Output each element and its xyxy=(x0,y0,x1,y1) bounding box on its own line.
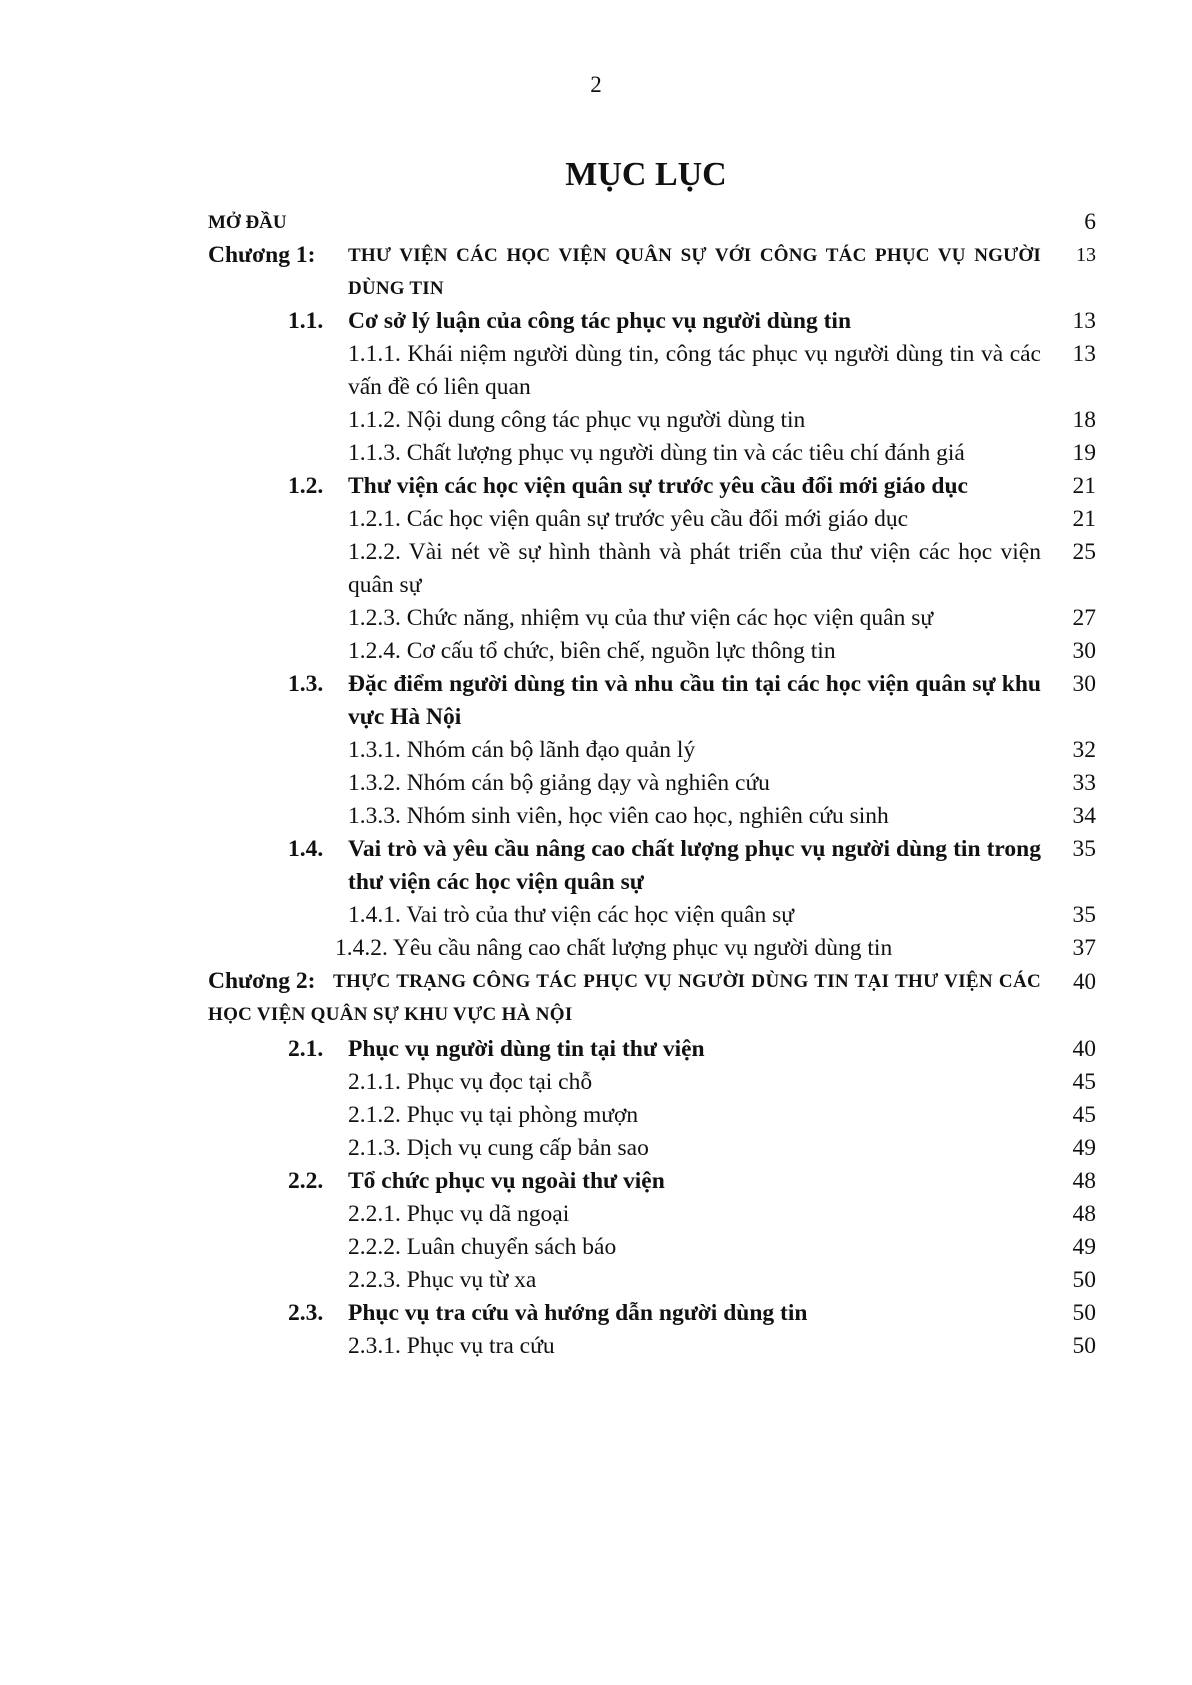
toc-entry-page: 45 xyxy=(1072,1069,1096,1095)
toc-entry-text: 1.1.3. Chất lượng phục vụ người dùng tin và các tiêu chí đánh giá xyxy=(348,440,965,466)
toc-entry-1-2-4[interactable] xyxy=(208,635,1096,668)
toc-entry-1-3-1[interactable] xyxy=(208,734,1096,767)
toc-entry-page: 50 xyxy=(1072,1333,1096,1359)
toc-entry-text: 1.3.3. Nhóm sinh viên, học viên cao học, nghiên cứu sinh xyxy=(348,803,889,829)
toc-entry-section-1-3[interactable] xyxy=(208,668,1096,734)
toc-entry-text: 1.3.2. Nhóm cán bộ giảng dạy và nghiên cứu xyxy=(348,770,770,796)
toc-entry-text: THỰC TRẠNG CÔNG TÁC PHỤC VỤ NGƯỜI DÙNG TIN TẠI THƯ VIỆN CÁC HỌC VIỆN QUÂN SỰ KHU VỰC HÀ NỘI xyxy=(208,971,1041,1025)
toc-entry-section-1-1[interactable] xyxy=(208,305,1096,338)
toc-entry-text: Phục vụ tra cứu và hướng dẫn người dùng tin xyxy=(348,1300,808,1326)
toc-entry-page: 45 xyxy=(1072,1102,1096,1128)
toc-entry-page: 30 xyxy=(1072,671,1096,697)
toc-entry-1-2-3[interactable] xyxy=(208,602,1096,635)
toc-entry-page: 49 xyxy=(1072,1234,1096,1260)
toc-entry-page: 50 xyxy=(1072,1267,1096,1293)
toc-entry-text: Tổ chức phục vụ ngoài thư viện xyxy=(348,1168,665,1194)
toc-entry-1-3-3[interactable] xyxy=(208,800,1096,833)
toc-entry-1-3-2[interactable] xyxy=(208,767,1096,800)
toc-entry-text: Vai trò và yêu cầu nâng cao chất lượng phục vụ người dùng tin trong thư viện các học viện quân sự xyxy=(348,836,1041,895)
toc-entry-text: 1.2.3. Chức năng, nhiệm vụ của thư viện các học viện quân sự xyxy=(348,605,934,631)
toc-entry-page: 25 xyxy=(1072,539,1096,565)
toc-entry-page: 34 xyxy=(1072,803,1096,829)
toc-entry-chapter-2[interactable] xyxy=(208,965,1096,1031)
toc-entry-page: 21 xyxy=(1072,473,1096,499)
toc-entry-section-1-4[interactable] xyxy=(208,833,1096,899)
toc-entry-2-2-2[interactable] xyxy=(208,1231,1096,1264)
page-title: MỤC LỤC xyxy=(565,156,727,193)
toc-entry-text: 1.3.1. Nhóm cán bộ lãnh đạo quản lý xyxy=(348,737,696,763)
toc-entry-text: Phục vụ người dùng tin tại thư viện xyxy=(348,1036,705,1062)
toc-entry-label: Chương 1: xyxy=(208,242,316,268)
toc-entry-text: 2.2.2. Luân chuyển sách báo xyxy=(348,1234,617,1260)
toc-entry-1-4-2[interactable] xyxy=(208,932,1096,965)
toc-entry-text: 1.4.2. Yêu cầu nâng cao chất lượng phục vụ người dùng tin xyxy=(335,935,893,961)
toc-entry-page: 35 xyxy=(1072,836,1096,862)
toc-entry-2-1-3[interactable] xyxy=(208,1132,1096,1165)
toc-entry-text: 2.2.3. Phục vụ từ xa xyxy=(348,1267,537,1293)
toc-entry-1-2-1[interactable] xyxy=(208,503,1096,536)
toc-entry-label: 1.3. xyxy=(288,671,324,697)
toc-entry-page: 40 xyxy=(1072,1036,1096,1062)
toc-entry-1-2-2[interactable] xyxy=(208,536,1096,602)
toc-entry-label: 1.2. xyxy=(288,473,324,499)
toc-entry-text: 1.1.1. Khái niệm người dùng tin, công tác phục vụ người dùng tin và các vấn đề có liên quan xyxy=(348,341,1041,400)
toc-entry-text: 2.1.1. Phục vụ đọc tại chỗ xyxy=(348,1069,593,1095)
toc-entry-text: 1.4.1. Vai trò của thư viện các học viện quân sự xyxy=(348,902,794,928)
toc-entry-text: 1.2.2. Vài nét về sự hình thành và phát triển của thư viện các học viện quân sự xyxy=(348,539,1041,598)
toc-entry-page: 32 xyxy=(1072,737,1096,763)
toc-entry-2-3-1[interactable] xyxy=(208,1330,1096,1363)
toc-entry-page: 6 xyxy=(1084,209,1096,235)
toc-entry-page: 33 xyxy=(1072,770,1096,796)
toc-entry-label: 1.4. xyxy=(288,836,324,862)
toc-entry-page: 13 xyxy=(1072,308,1096,334)
toc-entry-page: 27 xyxy=(1072,605,1096,631)
table-of-contents xyxy=(208,206,1096,1363)
toc-entry-2-1-1[interactable] xyxy=(208,1066,1096,1099)
toc-entry-section-2-1[interactable] xyxy=(208,1033,1096,1066)
toc-entry-chapter-1[interactable] xyxy=(208,239,1096,305)
toc-entry-label: Chương 2: xyxy=(208,968,316,994)
toc-entry-section-1-2[interactable] xyxy=(208,470,1096,503)
toc-entry-text: Đặc điểm người dùng tin và nhu cầu tin tại các học viện quân sự khu vực Hà Nội xyxy=(348,671,1041,730)
toc-entry-text: 1.2.1. Các học viện quân sự trước yêu cầu đổi mới giáo dục xyxy=(348,506,909,532)
toc-entry-text: THƯ VIỆN CÁC HỌC VIỆN QUÂN SỰ VỚI CÔNG TÁC PHỤC VỤ NGƯỜI DÙNG TIN xyxy=(348,245,1041,299)
toc-entry-page: 50 xyxy=(1072,1300,1096,1326)
toc-entry-label: 2.2. xyxy=(288,1168,324,1194)
toc-entry-label: 2.1. xyxy=(288,1036,324,1062)
toc-entry-page: 13 xyxy=(1072,341,1096,367)
toc-entry-text: MỞ ĐẦU xyxy=(208,212,287,233)
toc-entry-text: 2.2.1. Phục vụ dã ngoại xyxy=(348,1201,570,1227)
toc-entry-2-2-1[interactable] xyxy=(208,1198,1096,1231)
toc-entry-text: 1.2.4. Cơ cấu tổ chức, biên chế, nguồn lực thông tin xyxy=(348,638,836,664)
toc-entry-page: 19 xyxy=(1072,440,1096,466)
toc-entry-page: 30 xyxy=(1072,638,1096,664)
toc-entry-mo-dau[interactable] xyxy=(208,206,1096,239)
toc-entry-text: 2.1.2. Phục vụ tại phòng mượn xyxy=(348,1102,639,1128)
toc-entry-text: Cơ sở lý luận của công tác phục vụ người dùng tin xyxy=(348,308,852,334)
toc-entry-text: 2.3.1. Phục vụ tra cứu xyxy=(348,1333,555,1359)
toc-entry-page: 40 xyxy=(1073,969,1096,994)
toc-entry-1-1-2[interactable] xyxy=(208,404,1096,437)
page-number: 2 xyxy=(590,72,602,97)
toc-entry-page: 13 xyxy=(1076,244,1096,266)
toc-entry-section-2-3[interactable] xyxy=(208,1297,1096,1330)
toc-entry-page: 21 xyxy=(1072,506,1096,532)
toc-entry-page: 48 xyxy=(1072,1168,1096,1194)
toc-entry-page: 37 xyxy=(1072,935,1096,961)
toc-entry-2-1-2[interactable] xyxy=(208,1099,1096,1132)
toc-entry-label: 1.1. xyxy=(288,308,324,334)
toc-entry-text: Thư viện các học viện quân sự trước yêu cầu đổi mới giáo dục xyxy=(348,473,968,499)
toc-entry-page: 48 xyxy=(1072,1201,1096,1227)
toc-entry-1-1-3[interactable] xyxy=(208,437,1096,470)
toc-entry-2-2-3[interactable] xyxy=(208,1264,1096,1297)
toc-entry-page: 49 xyxy=(1072,1135,1096,1161)
toc-entry-text: 1.1.2. Nội dung công tác phục vụ người dùng tin xyxy=(348,407,806,433)
toc-entry-page: 18 xyxy=(1072,407,1096,433)
toc-entry-text: 2.1.3. Dịch vụ cung cấp bản sao xyxy=(348,1135,649,1161)
toc-entry-1-4-1[interactable] xyxy=(208,899,1096,932)
toc-entry-page: 35 xyxy=(1072,902,1096,928)
toc-entry-section-2-2[interactable] xyxy=(208,1165,1096,1198)
toc-entry-label: 2.3. xyxy=(288,1300,324,1326)
toc-entry-1-1-1[interactable] xyxy=(208,338,1096,404)
